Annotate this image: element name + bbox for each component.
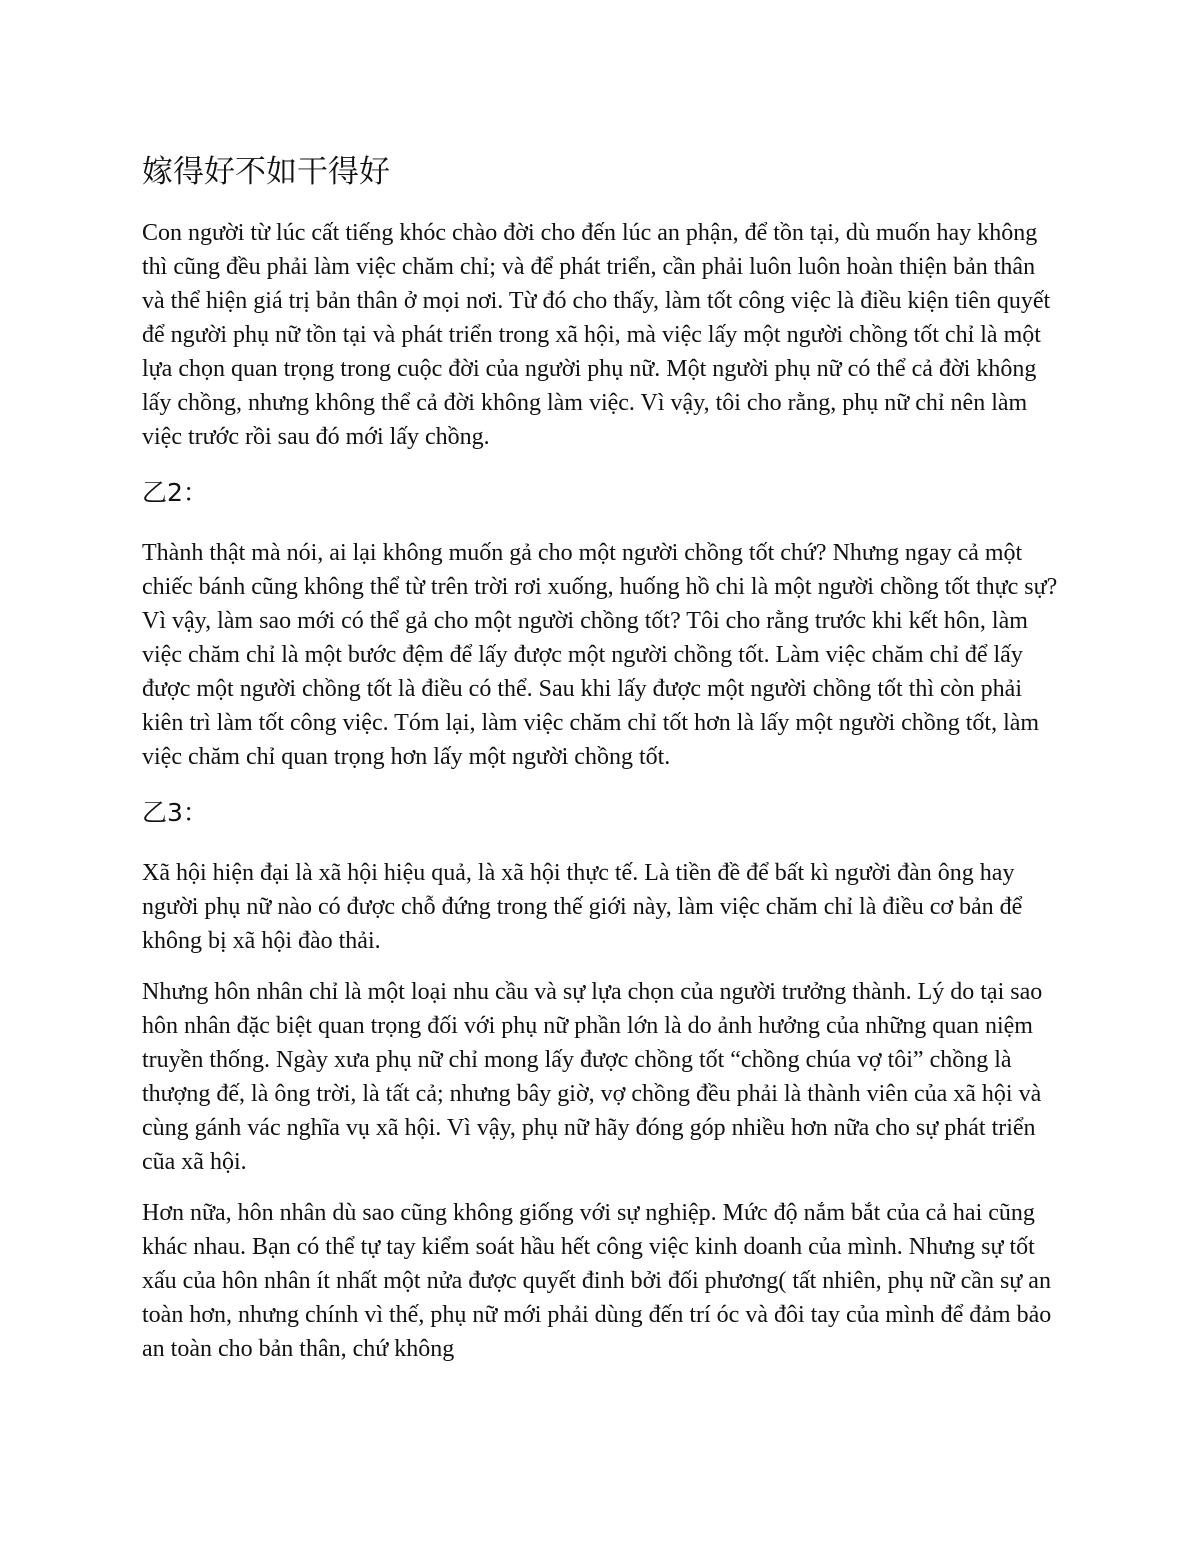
paragraph-4: Nhưng hôn nhân chỉ là một loại nhu cầu và sự lựa chọn của người trưởng thành. Lý do tại sao hôn nhân đặc biệt quan trọng đối với phụ nữ phần lớn là do ảnh hưởng của những quan niệm truyền thống. Ngày xưa phụ nữ chỉ mong lấy được chồng tốt “chồng chúa vợ tôi” chồng là thượng đế, là ông trời, là tất cả; nhưng bây giờ, vợ chồng đều phải là thành viên của xã hội và cùng gánh vác nghĩa vụ xã hội. Vì vậy, phụ nữ hãy đóng góp nhiều hơn nữa cho sự phát triển cũa xã hội. [142,979,1043,1175]
speaker-label-3: 乙3： [142,798,208,827]
document-body [142,150,1062,1383]
speaker-label-2: 乙2： [142,478,208,507]
paragraph-2: Thành thật mà nói, ai lại không muốn gả cho một người chồng tốt chứ? Nhưng ngay cả một chiếc bánh cũng không thể từ trên trời rơi xuống, huống hồ chi là một người chồng tốt thực sự? Vì vậy, làm sao mới có thể gả cho một người chồng tốt? Tôi cho rằng trước khi kết hôn, làm việc chăm chỉ là một bước đệm để lấy được một người chồng tốt. Làm việc chăm chỉ để lấy được một người chồng tốt là điều có thể. Sau khi lấy được một người chồng tốt thì còn phải kiên trì làm tốt công việc. Tóm lại, làm việc chăm chỉ tốt hơn là lấy một người chồng tốt, làm việc chăm chỉ quan trọng hơn lấy một người chồng tốt. [142,540,1058,770]
document-title: 嫁得好不如干得好 [142,154,390,190]
paragraph-3: Xã hội hiện đại là xã hội hiệu quả, là xã hội thực tế. Là tiền đề để bất kì người đàn ông hay người phụ nữ nào có được chỗ đứng trong thế giới này, làm việc chăm chỉ là điều cơ bản để không bị xã hội đào thải. [142,860,1023,954]
paragraph-5: Hơn nữa, hôn nhân dù sao cũng không giống với sự nghiệp. Mức độ nắm bắt của cả hai cũng khác nhau. Bạn có thể tự tay kiểm soát hầu hết công việc kinh doanh của mình. Nhưng sự tốt xấu của hôn nhân ít nhất một nửa được quyết đinh bởi đối phương( tất nhiên, phụ nữ cần sự an toàn hơn, nhưng chính vì thế, phụ nữ mới phải dùng đến trí óc và đôi tay của mình để đảm bảo an toàn cho bản thân, chứ không [142,1200,1052,1362]
paragraph-1: Con người từ lúc cất tiếng khóc chào đời cho đến lúc an phận, để tồn tại, dù muốn hay không thì cũng đều phải làm việc chăm chỉ; và để phát triển, cần phải luôn luôn hoàn thiện bản thân và thể hiện giá trị bản thân ở mọi nơi. Từ đó cho thấy, làm tốt công việc là điều kiện tiên quyết để người phụ nữ tồn tại và phát triển trong xã hội, mà việc lấy một người chồng tốt chỉ là một lựa chọn quan trọng trong cuộc đời của người phụ nữ. Một người phụ nữ có thể cả đời không lấy chồng, nhưng không thể cả đời không làm việc. Vì vậy, tôi cho rằng, phụ nữ chỉ nên làm việc trước rồi sau đó mới lấy chồng. [142,220,1051,450]
